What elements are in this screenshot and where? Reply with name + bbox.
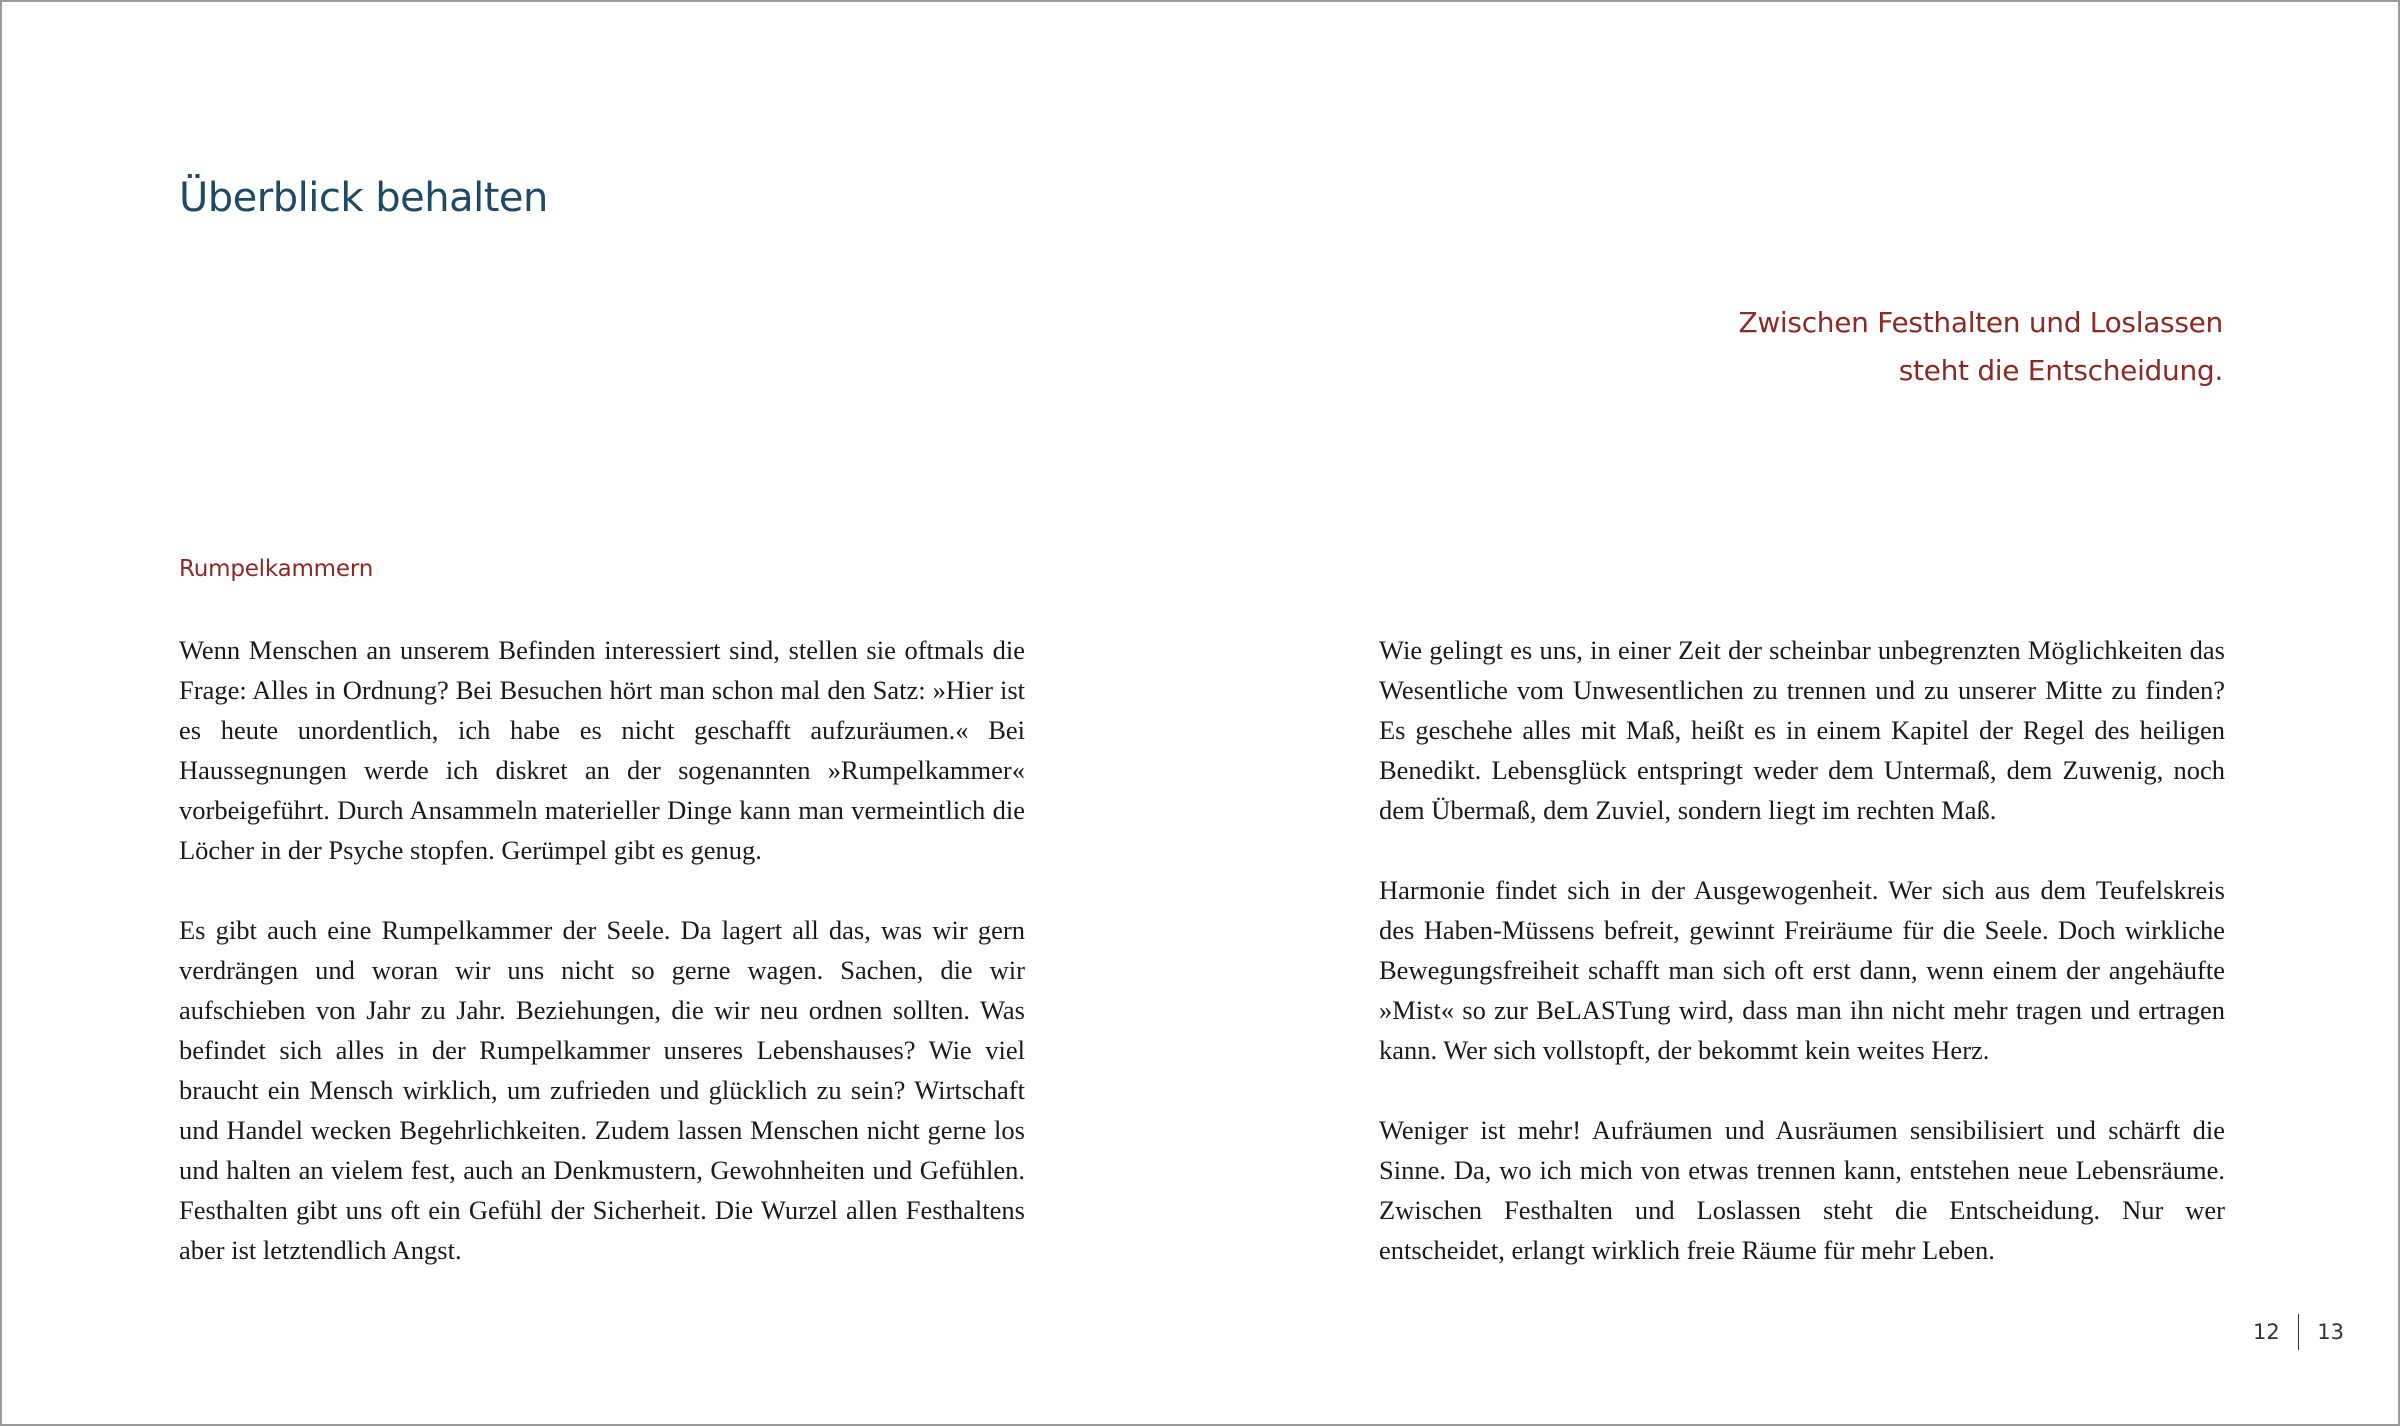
body-paragraph: Wenn Menschen an unserem Befinden interessiert sind, stellen sie oftmals die Frage: Alles in Ordnung? Bei Besuchen hört man schon mal den Satz: »Hier ist es heute unordentlich, ich habe es nicht geschafft aufzuräumen.« Bei Haussegnungen werde ich diskret an der sogenannten »Rumpelkammer« vorbeigeführt. Durch Ansammeln materieller Dinge kann man vermeintlich die Löcher in der Psyche stopfen. Gerümpel gibt es genug. xyxy=(179,635,1025,865)
page-number-left: 12 xyxy=(2253,1320,2280,1344)
body-paragraph: Harmonie findet sich in der Ausgewogenheit. Wer sich aus dem Teufelskreis des Haben-Müssens befreit, gewinnt Freiräume für die Seele. Doch wirkliche Bewegungsfreiheit schafft man sich oft erst dann, wenn einem der angehäufte »Mist« so zur BeLASTung wird, dass man ihn nicht mehr tragen und ertragen kann. Wer sich vollstopft, der bekommt kein weites Herz. xyxy=(1379,875,2225,1065)
section-subheading: Rumpelkammern xyxy=(179,556,374,582)
body-paragraph: Wie gelingt es uns, in einer Zeit der scheinbar unbegrenzten Möglichkeiten das Wesentliche vom Unwesentlichen zu trennen und zu unserer Mitte zu finden? Es geschehe alles mit Maß, heißt es in einem Kapitel der Regel des heiligen Benedikt. Lebensglück entspringt weder dem Untermaß, dem Zuwenig, noch dem Übermaß, dem Zuviel, sondern liegt im rechten Maß. xyxy=(1379,635,2225,825)
pull-quote-line-2: steht die Entscheidung. xyxy=(1898,354,2223,387)
pull-quote-line-1: Zwischen Festhalten und Loslassen xyxy=(1738,306,2223,339)
body-paragraph: Es gibt auch eine Rumpelkammer der Seele. Da lagert all das, was wir gern verdrängen und woran wir uns nicht so gerne wagen. Sachen, die wir aufschieben von Jahr zu Jahr. Beziehungen, die wir neu ordnen sollten. Was befindet sich alles in der Rumpelkammer unseres Lebenshauses? Wie viel braucht ein Mensch wirklich, um zufrieden und glücklich zu sein? Wirtschaft und Handel wecken Begehrlichkeiten. Zudem lassen Menschen nicht gerne los und halten an vielem fest, auch an Denkmustern, Gewohnheiten und Gefühlen. Festhalten gibt uns oft ein Gefühl der Sicherheit. Die Wurzel allen Festhaltens aber ist letztendlich Angst. xyxy=(179,915,1025,1265)
left-text-column xyxy=(179,630,1025,1270)
body-paragraph: Weniger ist mehr! Aufräumen und Ausräumen sensibilisiert und schärft die Sinne. Da, wo ich mich von etwas trennen kann, entstehen neue Lebensräume. Zwischen Festhalten und Loslassen steht die Entscheidung. Nur wer entscheidet, erlangt wirklich freie Räume für mehr Leben. xyxy=(1379,1115,2225,1265)
page-numbers xyxy=(2253,1312,2344,1352)
page-number-right: 13 xyxy=(2317,1320,2344,1344)
right-text-column xyxy=(1379,630,2225,1270)
page-title: Überblick behalten xyxy=(179,175,548,221)
pull-quote xyxy=(1523,299,2223,395)
page-number-divider xyxy=(2298,1314,2300,1350)
